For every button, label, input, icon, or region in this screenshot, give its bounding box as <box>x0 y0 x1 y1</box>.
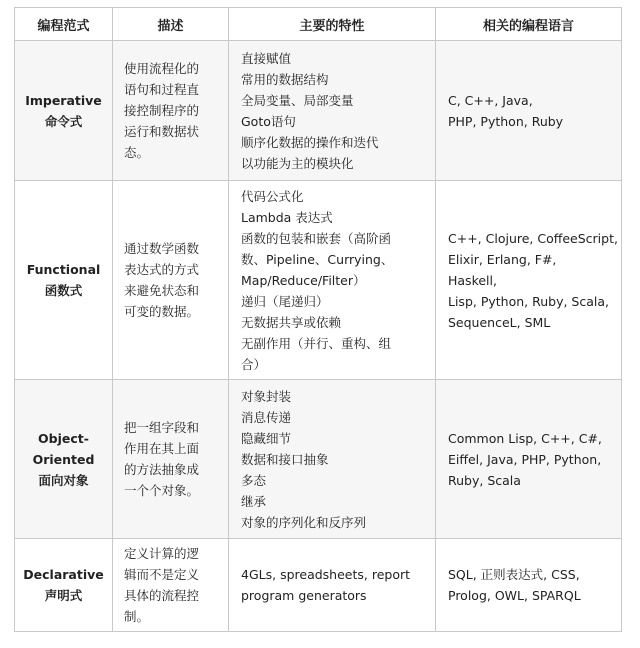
description-line: 接控制程序的 <box>124 103 200 118</box>
description-line: 表达式的方式 <box>124 262 200 277</box>
feature-item: 继承 <box>241 493 267 509</box>
feature-item: 4GLs, spreadsheets, report <box>241 567 411 582</box>
description-line: 把一组字段和 <box>124 420 200 435</box>
feature-item: program generators <box>241 588 367 603</box>
feature-item: 函数的包装和嵌套（高阶函 <box>241 230 392 246</box>
paradigm-table-container <box>14 7 621 632</box>
feature-item: 隐藏细节 <box>241 430 292 446</box>
feature-item: 无数据共享或依赖 <box>241 314 342 330</box>
feature-item: 直接赋值 <box>241 50 292 66</box>
languages-line: Ruby, Scala <box>448 472 521 488</box>
table-row <box>15 181 622 380</box>
description-cell <box>113 41 229 181</box>
table-header <box>15 8 622 41</box>
features-cell <box>229 539 436 632</box>
languages-line: C++, Clojure, CoffeeScript, <box>448 230 618 246</box>
description-line: 一个个对象。 <box>124 483 200 498</box>
description-line: 运行和数据状 <box>124 124 200 139</box>
languages-line: Common Lisp, C++, C#, <box>448 430 602 446</box>
description-line: 作用在其上面 <box>124 441 200 456</box>
features-cell <box>229 41 436 181</box>
paradigm-name-en: Oriented <box>32 451 95 467</box>
table-row <box>15 539 622 632</box>
feature-item: Map/Reduce/Filter） <box>241 272 366 288</box>
description-line: 使用流程化的 <box>124 61 200 76</box>
languages-cell <box>436 539 622 632</box>
header-row <box>15 8 622 41</box>
description-line: 可变的数据。 <box>124 304 200 319</box>
header-paradigm: 编程范式 <box>15 8 113 41</box>
paradigm-name-zh: 函数式 <box>44 283 83 298</box>
description-line: 制。 <box>124 609 150 624</box>
paradigm-name-cell <box>15 539 113 632</box>
paradigm-name-en: Functional <box>26 262 101 277</box>
description-line: 态。 <box>124 145 150 160</box>
description-line: 定义计算的逻 <box>124 546 200 561</box>
feature-item: 代码公式化 <box>241 188 304 204</box>
feature-item: 常用的数据结构 <box>241 71 329 87</box>
description-cell <box>113 181 229 380</box>
features-cell <box>229 380 436 539</box>
paradigm-name-cell <box>15 181 113 380</box>
languages-line: Haskell, <box>448 272 497 288</box>
languages-line: SQL, 正则表达式, CSS, <box>448 567 580 582</box>
languages-line: Prolog, OWL, SPARQL <box>448 588 581 603</box>
feature-item: 全局变量、局部变量 <box>241 92 354 108</box>
description-line: 辑而不是定义 <box>124 567 200 582</box>
description-cell <box>113 539 229 632</box>
feature-item: 合） <box>241 356 267 372</box>
description-line: 来避免状态和 <box>124 283 200 298</box>
languages-line: Lisp, Python, Ruby, Scala, <box>448 293 610 309</box>
feature-item: 递归（尾递归） <box>241 293 329 309</box>
feature-item: Goto语句 <box>241 113 296 129</box>
languages-line: Elixir, Erlang, F#, <box>448 251 557 267</box>
languages-cell <box>436 41 622 181</box>
languages-line: SequenceL, SML <box>448 314 551 330</box>
description-line: 的方法抽象成 <box>124 462 200 477</box>
paradigm-name-en: Object- <box>38 430 89 446</box>
feature-item: 顺序化数据的操作和迭代 <box>241 134 379 150</box>
languages-cell <box>436 380 622 539</box>
paradigm-name-cell <box>15 41 113 181</box>
feature-item: 对象的序列化和反序列 <box>241 514 367 530</box>
features-cell <box>229 181 436 380</box>
header-languages: 相关的编程语言 <box>436 8 622 41</box>
paradigm-table <box>14 7 622 632</box>
table-body <box>15 41 622 632</box>
description-line: 语句和过程直 <box>124 82 200 97</box>
languages-line: Eiffel, Java, PHP, Python, <box>448 451 602 467</box>
feature-item: 无副作用（并行、重构、组 <box>241 335 392 351</box>
paradigm-name-cell <box>15 380 113 539</box>
paradigm-name-en: Imperative <box>25 92 102 108</box>
paradigm-name-zh: 面向对象 <box>38 472 89 488</box>
feature-item: 数、Pipeline、Currying、 <box>241 251 394 267</box>
table-row <box>15 41 622 181</box>
languages-line: PHP, Python, Ruby <box>448 113 564 129</box>
feature-item: 消息传递 <box>241 409 292 425</box>
description-line: 具体的流程控 <box>124 588 200 603</box>
feature-item: 多态 <box>241 472 267 488</box>
table-row <box>15 380 622 539</box>
feature-item: Lambda 表达式 <box>241 209 333 225</box>
feature-item: 以功能为主的模块化 <box>241 155 354 171</box>
languages-line: C, C++, Java, <box>448 92 533 108</box>
feature-item: 数据和接口抽象 <box>241 451 329 467</box>
feature-item: 对象封装 <box>241 388 292 404</box>
paradigm-name-en: Declarative <box>23 567 104 582</box>
header-features: 主要的特性 <box>229 8 436 41</box>
description-cell <box>113 380 229 539</box>
languages-cell <box>436 181 622 380</box>
header-description: 描述 <box>113 8 229 41</box>
description-line: 通过数学函数 <box>124 241 200 256</box>
paradigm-name-zh: 声明式 <box>44 588 83 603</box>
paradigm-name-zh: 命令式 <box>44 113 83 129</box>
